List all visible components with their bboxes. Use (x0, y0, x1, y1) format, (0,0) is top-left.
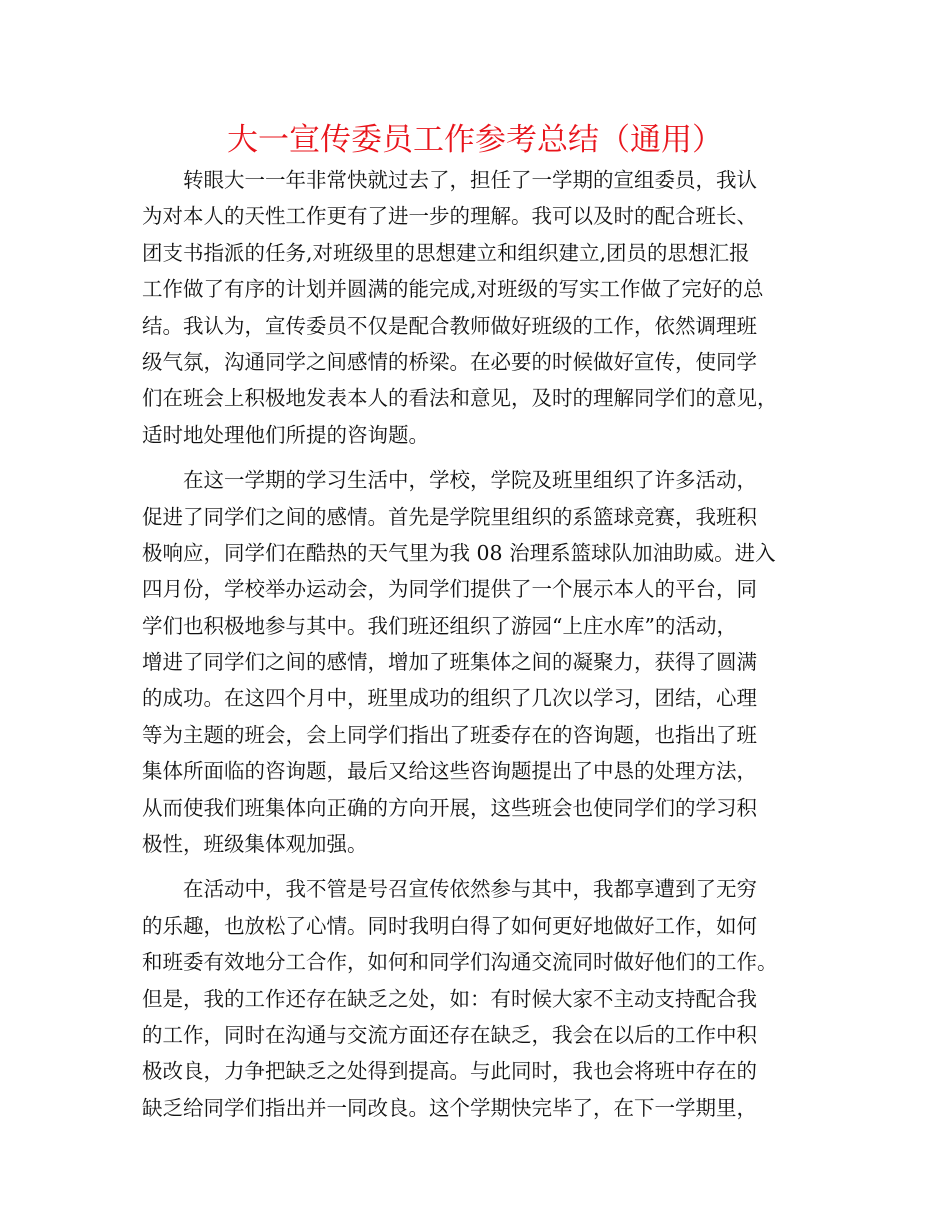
paragraph-line: 在这一学期的学习生活中，学校，学院及班里组织了许多活动， (183, 468, 757, 493)
document-body (142, 162, 822, 1135)
paragraph-line: 为对本人的天性工作更有了进一步的理解。我可以及时的配合班长、 (142, 204, 757, 229)
paragraph-line: 在活动中，我不管是号召宣传依然参与其中，我都享遭到了无穷 (183, 877, 757, 902)
paragraph-line: 增进了同学们之间的感情，增加了班集体之间的凝聚力，获得了圆满 (142, 650, 757, 675)
paragraph (142, 871, 822, 1126)
paragraph-line: 四月份，学校举办运动会，为同学们提供了一个展示本人的平台，同 (142, 577, 757, 602)
paragraph (142, 162, 822, 453)
paragraph-line: 从而使我们班集体向正确的方向开展，这些班会也使同学们的学习积 (142, 795, 757, 820)
paragraph-line: 集体所面临的咨询题，最后又给这些咨询题提出了中恳的处理方法， (142, 759, 757, 784)
paragraph-line: 工作做了有序的计划并圆满的能完成,对班级的写实工作做了完好的总 (142, 277, 764, 302)
paragraph-line: 的工作，同时在沟通与交流方面还存在缺乏，我会在以后的工作中积 (142, 1022, 757, 1047)
paragraph-line: 的成功。在这四个月中，班里成功的组织了几次以学习，团结，心理 (142, 686, 757, 711)
paragraph-line: 缺乏给同学们指出并一同改良。这个学期快完毕了，在下一学期里， (142, 1095, 757, 1120)
paragraph (142, 462, 822, 862)
paragraph-line: 等为主题的班会，会上同学们指出了班委存在的咨询题，也指出了班 (142, 722, 757, 747)
paragraph-line: 转眼大一一年非常快就过去了，担任了一学期的宣组委员，我认 (183, 168, 757, 192)
paragraph-line: 适时地处理他们所提的咨询题。 (142, 422, 429, 447)
paragraph-line: 们在班会上积极地发表本人的看法和意见，及时的理解同学们的意见， (142, 386, 778, 411)
paragraph-line: 级气氛，沟通同学之间感情的桥梁。在必要的时候做好宣传，使同学 (142, 349, 757, 374)
paragraph-line: 团支书指派的任务,对班级里的思想建立和组织建立,团员的思想汇报 (142, 240, 750, 265)
paragraph-line: 促进了同学们之间的感情。首先是学院里组织的系篮球竞赛，我班积 (142, 504, 757, 529)
paragraph-line: 学们也积极地参与其中。我们班还组织了游园“上庄水库”的活动， (142, 613, 737, 638)
paragraph-line: 极性，班级集体观加强。 (142, 832, 368, 857)
paragraph-line: 但是，我的工作还存在缺乏之处，如：有时候大家不主动支持配合我 (142, 986, 757, 1011)
paragraph-line: 结。我认为，宣传委员不仅是配合教师做好班级的工作，依然调理班 (142, 313, 757, 338)
paragraph-line: 的乐趣，也放松了心情。同时我明白得了如何更好地做好工作，如何 (142, 913, 757, 938)
paragraph-line: 和班委有效地分工合作，如何和同学们沟通交流同时做好他们的工作。 (142, 950, 778, 975)
paragraph-line: 极响应，同学们在酷热的天气里为我 08 治理系篮球队加油助威。进入 (142, 540, 776, 565)
paragraph-line: 极改良，力争把缺乏之处得到提高。与此同时，我也会将班中存在的 (142, 1059, 757, 1084)
document-title: 大一宣传委员工作参考总结（通用） (227, 122, 723, 158)
